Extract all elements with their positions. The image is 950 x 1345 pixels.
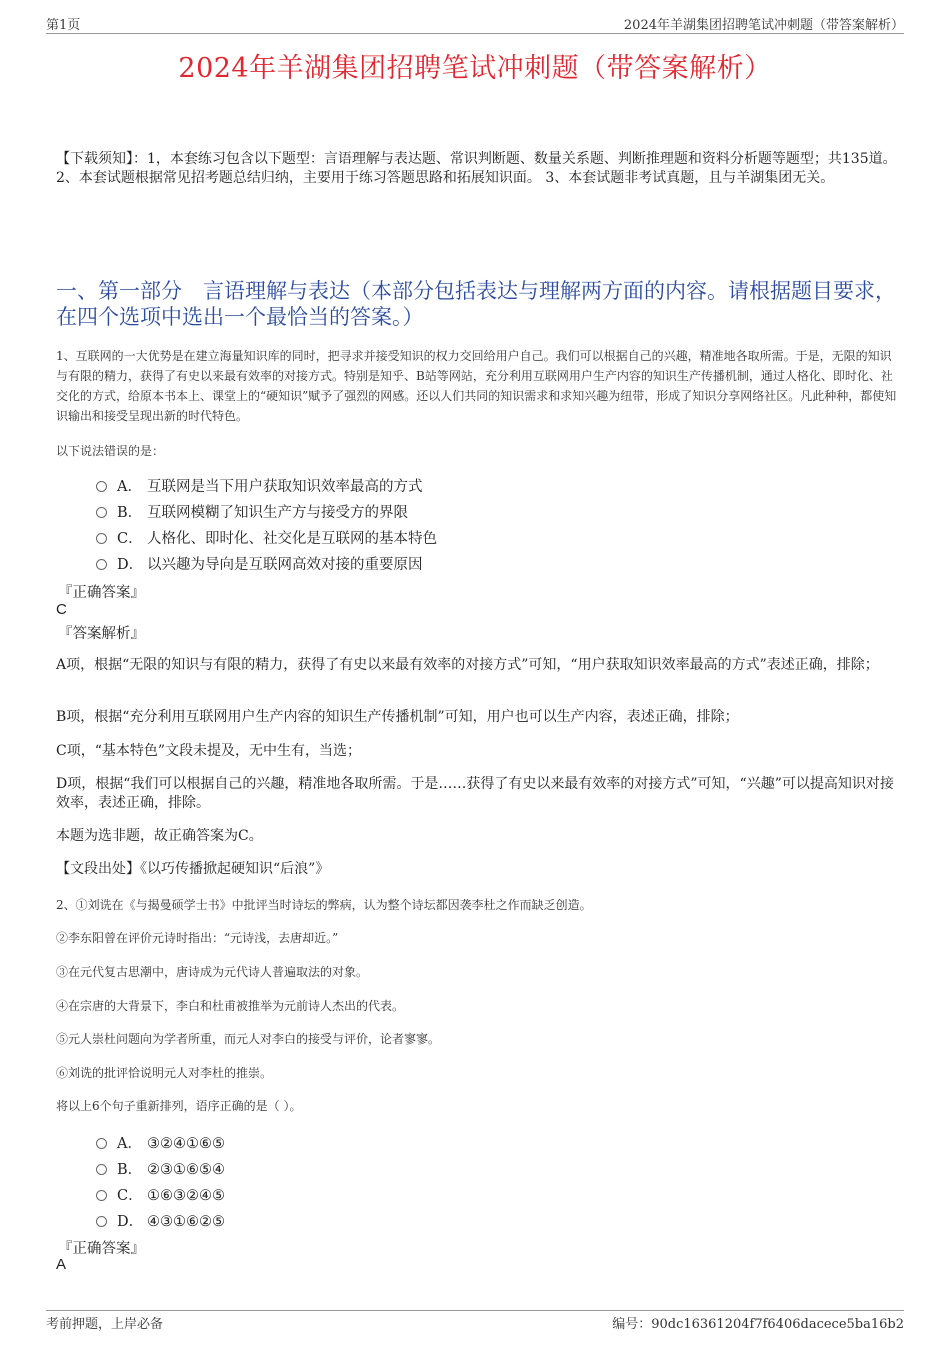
q2-sentence-5: ⑤元人崇杜问题向为学者所重，而元人对李白的接受与评价，论者寥寥。 xyxy=(56,1032,441,1046)
section-title: 一、第一部分 言语理解与表达（本部分包括表达与理解两方面的内容。请根据题目要求，在四个选项中选出一个最恰当的答案。） xyxy=(56,279,896,329)
q1-option-c[interactable] xyxy=(96,527,437,549)
q2-answer-label: 『正确答案』 xyxy=(58,1241,145,1257)
option-text: 互联网是当下用户获取知识效率最高的方式 xyxy=(147,479,423,495)
q2-answer: A xyxy=(56,1256,67,1273)
q1-analysis-d: D项，根据“我们可以根据自己的兴趣，精准地各取所需。于是……获得了有史以来最有效率的对接方式”可知，“兴趣”可以提高知识对接效率，表述正确，排除。 xyxy=(56,776,894,811)
header-doc-title: 2024年羊湖集团招聘笔试冲刺题（带答案解析） xyxy=(623,18,904,33)
q1-option-b[interactable] xyxy=(96,501,408,523)
q2-sentence-2: ②李东阳曾在评价元诗时指出：“元诗浅，去唐却近。” xyxy=(56,931,339,945)
q1-analysis-c: C项，“基本特色”文段未提及，无中生有，当选； xyxy=(56,743,362,759)
option-text: 互联网模糊了知识生产方与接受方的界限 xyxy=(147,505,408,521)
q2-option-a[interactable] xyxy=(96,1132,225,1154)
footer-code: 编号：90dc16361204f7f6406dacece5ba16b2 xyxy=(612,1317,904,1332)
radio-icon[interactable] xyxy=(96,533,107,544)
q2-sentence-3: ③在元代复古思潮中，唐诗成为元代诗人普遍取法的对象。 xyxy=(56,965,369,979)
radio-icon[interactable] xyxy=(96,481,107,492)
option-letter: A． xyxy=(117,1136,142,1152)
option-text: 人格化、即时化、社交化是互联网的基本特色 xyxy=(147,531,437,547)
q2-prompt: 将以上6个句子重新排列，语序正确的是（ ）。 xyxy=(56,1099,302,1113)
option-text: ②③①⑥⑤④ xyxy=(147,1162,225,1178)
radio-icon[interactable] xyxy=(96,1190,107,1201)
q2-option-b[interactable] xyxy=(96,1158,225,1180)
option-letter: C． xyxy=(117,1188,143,1204)
option-text: ③②④①⑥⑤ xyxy=(147,1136,225,1152)
page-number: 第1页 xyxy=(46,18,81,33)
radio-icon[interactable] xyxy=(96,1164,107,1175)
q1-source: 【文段出处】《以巧传播掀起硬知识“后浪”》 xyxy=(56,861,330,877)
header-divider xyxy=(46,33,904,34)
q1-analysis-label: 『答案解析』 xyxy=(58,626,145,642)
q2-option-c[interactable] xyxy=(96,1184,225,1206)
radio-icon[interactable] xyxy=(96,1216,107,1227)
option-text: 以兴趣为导向是互联网高效对接的重要原因 xyxy=(147,557,423,573)
q1-option-d[interactable] xyxy=(96,553,423,575)
option-letter: A． xyxy=(117,479,142,495)
radio-icon[interactable] xyxy=(96,1138,107,1149)
q1-answer-label: 『正确答案』 xyxy=(58,585,145,601)
q1-answer: C xyxy=(56,601,67,618)
option-letter: B． xyxy=(117,1162,143,1178)
q1-analysis-a: A项，根据“无限的知识与有限的精力，获得了有史以来最有效率的对接方式”可知，“用户获取知识效率最高的方式”表述正确，排除； xyxy=(56,657,879,673)
page-header xyxy=(46,14,904,32)
q2-sentence-4: ④在宗唐的大背景下，李白和杜甫被推举为元前诗人杰出的代表。 xyxy=(56,999,405,1013)
option-letter: B． xyxy=(117,505,143,521)
q1-analysis-b: B项，根据“充分利用互联网用户生产内容的知识生产传播机制”可知，用户也可以生产内容，表述正确，排除； xyxy=(56,709,739,725)
q1-analysis-conclusion: 本题为选非题，故正确答案为C。 xyxy=(56,828,263,844)
radio-icon[interactable] xyxy=(96,559,107,570)
footer-divider xyxy=(46,1310,904,1311)
option-letter: D． xyxy=(117,557,144,573)
page-title: 2024年羊湖集团招聘笔试冲刺题（带答案解析） xyxy=(178,53,772,84)
q2-option-d[interactable] xyxy=(96,1210,225,1232)
option-letter: D． xyxy=(117,1214,144,1230)
option-letter: C． xyxy=(117,531,143,547)
radio-icon[interactable] xyxy=(96,507,107,518)
q1-option-a[interactable] xyxy=(96,475,423,497)
option-text: ④③①⑥②⑤ xyxy=(147,1214,225,1230)
q2-sentence-1: 2、①刘诜在《与揭曼硕学士书》中批评当时诗坛的弊病，认为整个诗坛都因袭李杜之作而缺乏创造。 xyxy=(56,898,592,912)
q1-stem: 1、互联网的一大优势是在建立海量知识库的同时，把寻求并接受知识的权力交回给用户自己。我们可以根据自己的兴趣，精准地各取所需。于是，无限的知识与有限的精力，获得了有史以来最有效率的对接方式。特别是知乎、B站等网站，充分利用互联网用户生产内容的知识生产传播机制，通过人格化、即时化、社交化的方式，给原本书本上、课堂上的“硬知识”赋予了强烈的网感。还以人们共同的知识需求和求知兴趣为纽带，形成了知识分享网络社区。凡此种种，都使知识输出和接受呈现出新的时代特色。 xyxy=(56,349,897,423)
q2-sentence-6: ⑥刘诜的批评恰说明元人对李杜的推崇。 xyxy=(56,1066,273,1080)
footer-slogan: 考前押题，上岸必备 xyxy=(46,1317,164,1332)
download-notice: 【下载须知】：1，本套练习包含以下题型：言语理解与表达题、常识判断题、数量关系题、判断推理题和资料分析题等题型；共135道。 2、本套试题根据常见招考题总结归纳，主要用于练习答题思路和拓展知识面。 3、本套试题非考试真题，且与羊湖集团无关。 xyxy=(56,151,897,186)
option-text: ①⑥③②④⑤ xyxy=(147,1188,225,1204)
q1-prompt: 以下说法错误的是： xyxy=(56,444,165,458)
